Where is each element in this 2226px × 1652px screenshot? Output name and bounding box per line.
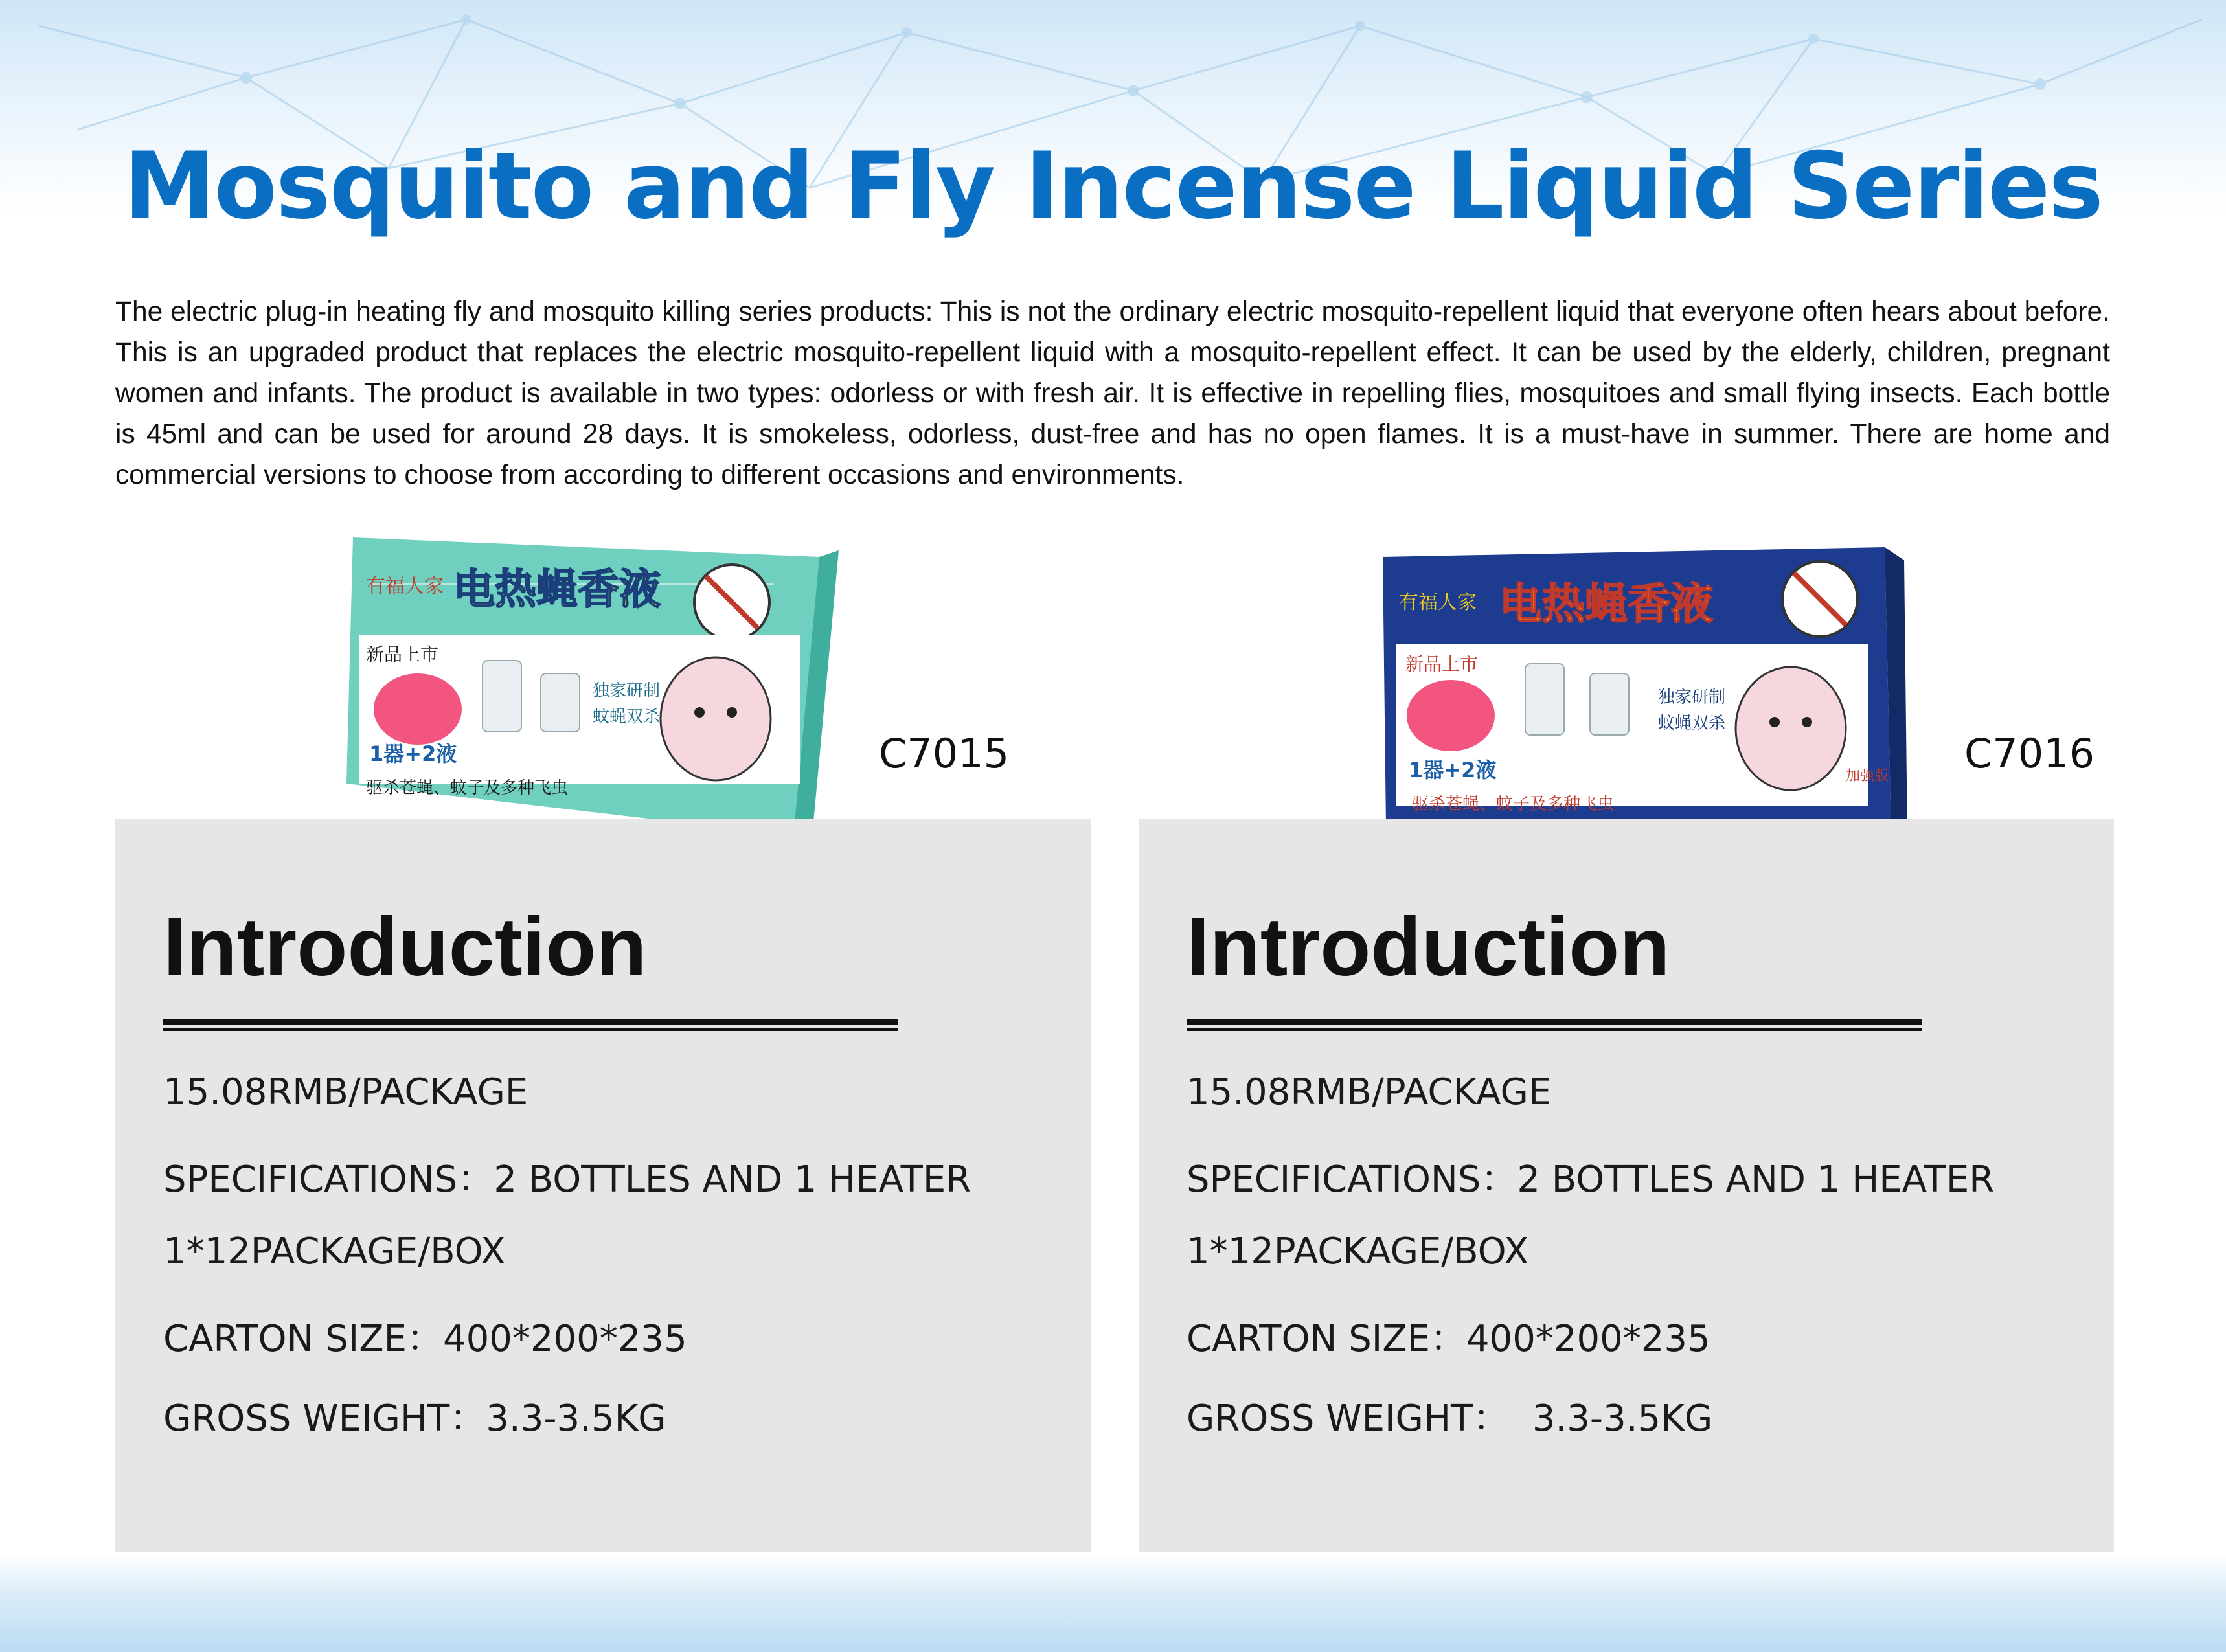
box-tagline: 蚊蝇双杀 [1658,714,1726,733]
spec-gross-weight: GROSS WEIGHT：3.3-3.5KG [163,1397,666,1440]
spec-carton-size: CARTON SIZE：400*200*235 [1187,1318,1710,1360]
heading-underline [163,1019,898,1031]
panel-heading: Introduction [163,901,647,993]
box-edition: 加强版 [1846,768,1889,784]
spec-specifications: SPECIFICATIONS：2 BOTTLES AND 1 HEATER [1187,1159,1995,1201]
spec-specifications: SPECIFICATIONS：2 BOTTLES AND 1 HEATER [163,1159,971,1201]
spec-price: 15.08RMB/PACKAGE [1187,1071,1552,1113]
page-title: Mosquito and Fly Incense Liquid Series [124,133,2102,240]
product-code-c7016: C7016 [1964,730,2095,777]
box-bottom-text: 驱杀苍蝇、蚊子及多种飞虫 [366,778,569,798]
box-product-name: 电热蝇香液 [1499,579,1713,629]
heading-underline [1187,1019,1922,1031]
box-brand: 有福人家 [366,575,444,598]
box-exclusive: 独家研制 [593,681,661,701]
product-code-c7015: C7015 [879,730,1010,777]
product-image-c7015 [346,531,839,845]
intro-panel-c7015 [115,819,1091,1552]
spec-carton-size: CARTON SIZE：400*200*235 [163,1318,687,1360]
series-description: The electric plug-in heating fly and mosquito killing series products: This is not the ordinary electric mosquito-repellent liquid that everyone often hears about before. This is an upgraded product that replaces the electric mosquito-repellent liquid with a mosquito-repellent effect. It can be used by the elderly, children, pregnant women and infants. The product is available in two types: odorless or with fresh air. It is effective in repelling flies, mosquitoes and small flying insects. Each bottle is 45ml and can be used for around 28 days. It is smokeless, odorless, dust-free and has no open flames. It is a must-have in summer. There are home and commercial versions to choose from according to different occasions and environments. [115,297,2110,490]
box-combo: 1器+2液 [1409,758,1497,782]
panel-heading: Introduction [1187,901,1670,993]
box-new-label: 新品上市 [1405,653,1479,675]
product-image-c7016 [1380,534,1911,842]
spec-price: 15.08RMB/PACKAGE [163,1071,528,1113]
product-box-c7016 [1380,534,1911,839]
box-brand: 有福人家 [1399,591,1477,614]
box-product-name: 电热蝇香液 [453,566,661,614]
box-bottom-text: 驱杀苍蝇、蚊子及多种飞虫 [1412,795,1615,814]
spec-packing: 1*12PACKAGE/BOX [163,1230,506,1273]
box-new-label: 新品上市 [366,644,439,665]
spec-gross-weight: GROSS WEIGHT： 3.3-3.5KG [1187,1397,1713,1440]
spec-packing: 1*12PACKAGE/BOX [1187,1230,1529,1273]
box-combo: 1器+2液 [369,741,457,766]
intro-panel-c7016 [1139,819,2114,1552]
box-exclusive: 独家研制 [1658,688,1726,707]
box-tagline: 蚊蝇双杀 [593,707,661,727]
footer-background [0,1554,2226,1652]
product-box-c7015 [346,531,839,842]
